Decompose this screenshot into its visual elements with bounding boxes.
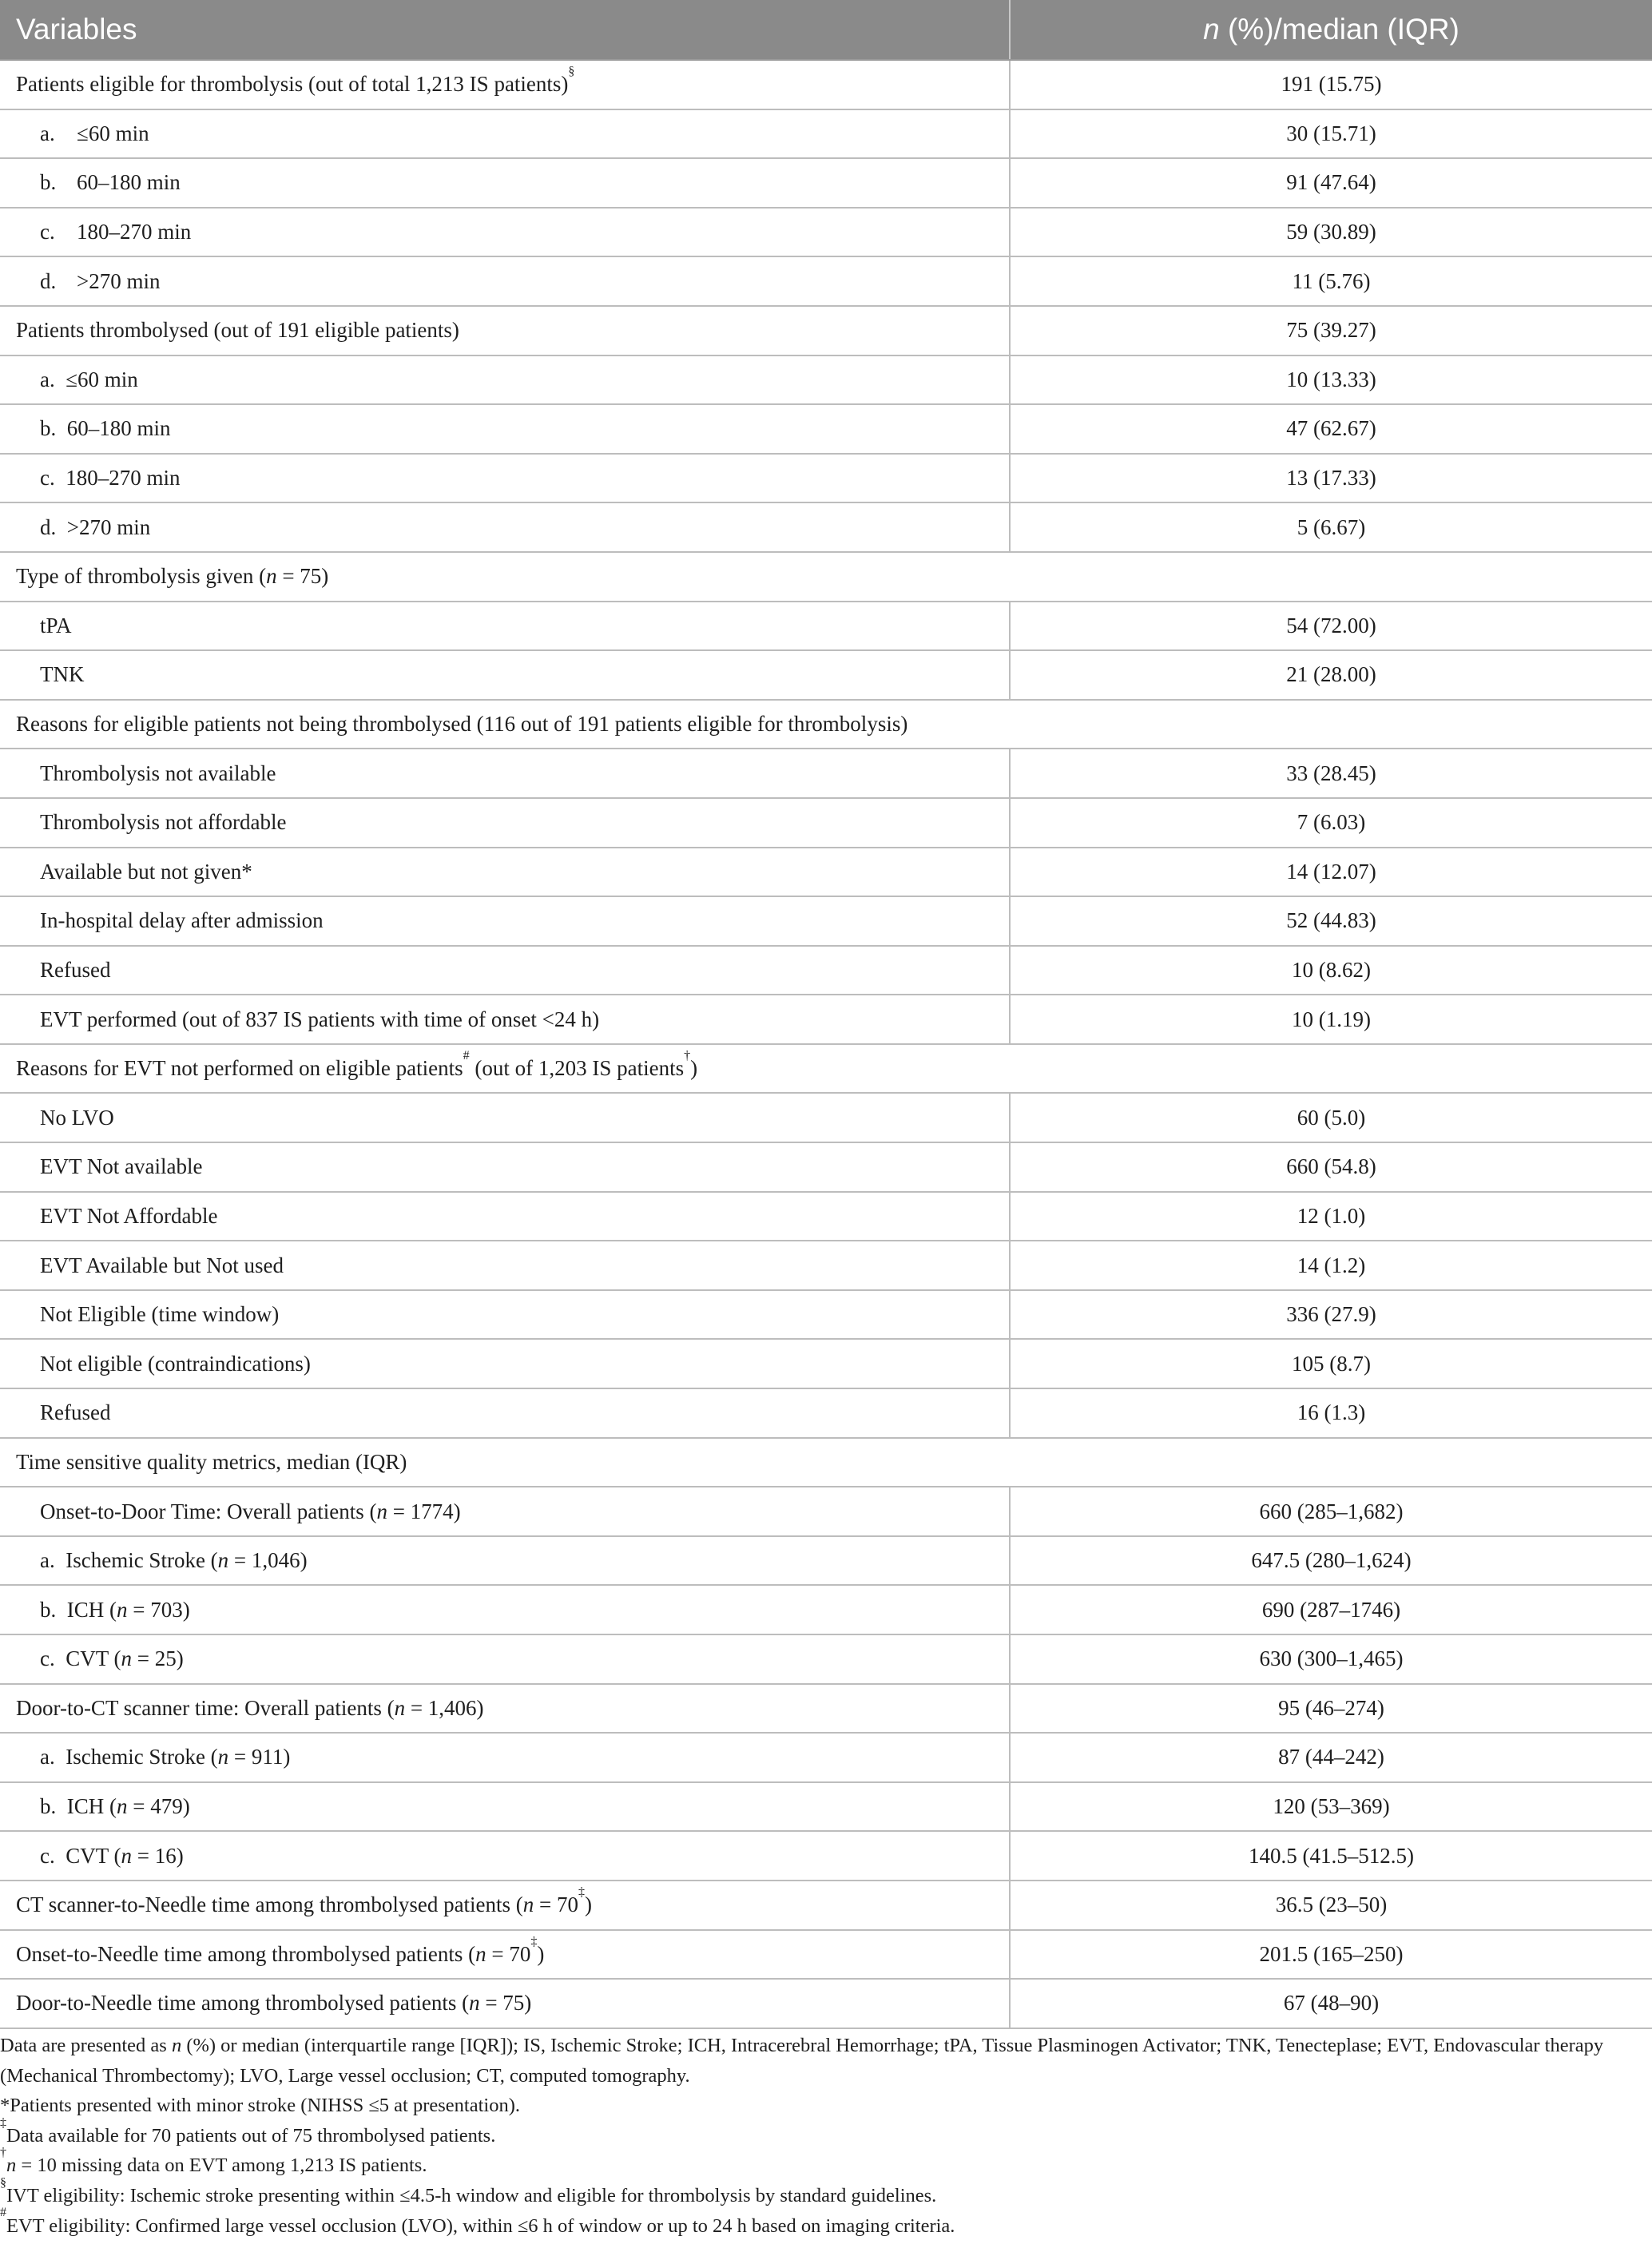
row-label	[0, 1634, 1010, 1684]
list-letter: d.	[40, 268, 57, 293]
row-value: 120 (53–369)	[1010, 1782, 1652, 1832]
table-row	[0, 995, 1652, 1044]
label-text: Door-to-CT scanner time: Overall patients (	[16, 1695, 395, 1720]
table-row	[0, 1388, 1652, 1438]
table-row	[0, 454, 1652, 503]
row-label: b. 60–180 min	[0, 404, 1010, 454]
label-text: = 1774)	[387, 1499, 461, 1523]
table-row	[0, 1585, 1652, 1634]
row-label: In-hospital delay after admission	[0, 896, 1010, 946]
footnote-mark: §	[568, 65, 575, 79]
label-text: 180–270 min	[77, 220, 192, 244]
table-row	[0, 1093, 1652, 1142]
table-row	[0, 256, 1652, 306]
list-letter: a.	[40, 121, 55, 145]
label-text: = 75)	[276, 564, 329, 589]
footnote-mark: #	[0, 2206, 6, 2220]
row-label: EVT Not Affordable	[0, 1192, 1010, 1241]
table-row	[0, 502, 1652, 552]
row-label: No LVO	[0, 1093, 1010, 1142]
section-label	[0, 552, 1652, 602]
table-row	[0, 1634, 1652, 1684]
label-n: n	[121, 1843, 132, 1868]
row-label: TNK	[0, 650, 1010, 700]
table-row	[0, 1831, 1652, 1881]
section-row	[0, 1044, 1652, 1094]
footnote-mark: †	[0, 2146, 6, 2160]
label-text: Patients eligible for thrombolysis (out of total 1,213 IS patients)	[16, 72, 569, 97]
row-label: Not eligible (contraindications)	[0, 1339, 1010, 1388]
row-value: 10 (1.19)	[1010, 995, 1652, 1044]
list-letter: c.	[40, 220, 55, 244]
row-label	[0, 1831, 1010, 1881]
label-text: CT scanner-to-Needle time among thrombolysed patients (	[16, 1893, 523, 1917]
footnote-abbreviations	[0, 2031, 1630, 2091]
label-text: = 703)	[127, 1597, 190, 1622]
label-text: = 911)	[228, 1745, 291, 1769]
row-label: Patients thrombolysed (out of 191 eligible patients)	[0, 306, 1010, 355]
label-n: n	[217, 1745, 229, 1769]
row-value: 647.5 (280–1,624)	[1010, 1536, 1652, 1586]
header-values	[1010, 0, 1652, 60]
row-value: 105 (8.7)	[1010, 1339, 1652, 1388]
row-value: 36.5 (23–50)	[1010, 1881, 1652, 1930]
row-value: 91 (47.64)	[1010, 158, 1652, 208]
section-row	[0, 552, 1652, 602]
table-row	[0, 1979, 1652, 2028]
row-label: Available but not given*	[0, 848, 1010, 897]
row-value: 660 (54.8)	[1010, 1142, 1652, 1192]
row-label: Thrombolysis not affordable	[0, 798, 1010, 848]
note-n: n	[171, 2035, 182, 2056]
label-text: )	[585, 1893, 593, 1917]
row-value: 54 (72.00)	[1010, 602, 1652, 651]
list-letter: b.	[40, 170, 57, 195]
section-label: Time sensitive quality metrics, median (IQR)	[0, 1438, 1652, 1487]
row-value: 10 (13.33)	[1010, 355, 1652, 405]
note-text: (%) or median (interquartile range [IQR]); IS, Ischemic Stroke; ICH, Intracerebral Hemorrhage; tPA, Tissue Plasminogen Activator; TNK, Tenecteplase; EVT, Endovascular therapy (Mechanical Thrombectomy); LVO, Large vessel occlusion; CT, computed tomography.	[0, 2035, 1604, 2087]
row-label: tPA	[0, 602, 1010, 651]
row-label	[0, 1979, 1010, 2028]
label-text: ≤60 min	[77, 121, 149, 145]
label-text: b. ICH (	[40, 1597, 117, 1622]
label-n: n	[121, 1646, 132, 1671]
footnote-dagger	[0, 2146, 1630, 2181]
table-row	[0, 1487, 1652, 1536]
row-label: EVT Available but Not used	[0, 1241, 1010, 1290]
footnote-asterisk: *Patients presented with minor stroke (NIHSS ≤5 at presentation).	[0, 2095, 521, 2117]
row-value: 14 (12.07)	[1010, 848, 1652, 897]
row-value: 11 (5.76)	[1010, 256, 1652, 306]
table-row	[0, 404, 1652, 454]
row-value: 16 (1.3)	[1010, 1388, 1652, 1438]
header-variables: Variables	[0, 0, 1010, 60]
note-text: IVT eligibility: Ischemic stroke presenting within ≤4.5-h window and eligible for thrombolysis by standard guidelines.	[6, 2184, 937, 2206]
row-value: 59 (30.89)	[1010, 208, 1652, 257]
footnote-mark: ‡	[0, 2115, 6, 2130]
row-value: 67 (48–90)	[1010, 1979, 1652, 2028]
table-header	[0, 0, 1652, 60]
table-row	[0, 749, 1652, 798]
label-n: n	[475, 1941, 486, 1966]
label-n: n	[394, 1695, 406, 1720]
footnote-double-dagger	[0, 2115, 1630, 2151]
label-n: n	[217, 1548, 229, 1573]
row-value: 52 (44.83)	[1010, 896, 1652, 946]
note-text: Data available for 70 patients out of 75 thrombolysed patients.	[6, 2124, 496, 2147]
row-label: Refused	[0, 1388, 1010, 1438]
header-n: n	[1203, 13, 1220, 46]
row-value: 191 (15.75)	[1010, 60, 1652, 109]
row-label	[0, 1536, 1010, 1586]
table-row	[0, 355, 1652, 405]
footnote-mark: ‡	[530, 1934, 538, 1948]
table-row	[0, 1290, 1652, 1340]
table-row	[0, 1192, 1652, 1241]
label-n: n	[376, 1499, 387, 1523]
section-label	[0, 1044, 1652, 1094]
label-text: = 75)	[479, 1991, 532, 2016]
label-n: n	[266, 564, 277, 589]
footnote-mark: #	[463, 1049, 470, 1063]
table-row	[0, 1339, 1652, 1388]
label-n: n	[469, 1991, 480, 2016]
table-row	[0, 1142, 1652, 1192]
label-text: Door-to-Needle time among thrombolysed patients (	[16, 1991, 470, 2016]
row-value: 95 (46–274)	[1010, 1684, 1652, 1734]
row-label: EVT Not available	[0, 1142, 1010, 1192]
footnote-mark: ‡	[578, 1885, 586, 1900]
note-text: = 10 missing data on EVT among 1,213 IS patients.	[16, 2155, 427, 2177]
footnote-section	[0, 2175, 1630, 2211]
label-text: a. Ischemic Stroke (	[40, 1745, 218, 1769]
table-row	[0, 602, 1652, 651]
row-value: 75 (39.27)	[1010, 306, 1652, 355]
row-value: 60 (5.0)	[1010, 1093, 1652, 1142]
table-row	[0, 1930, 1652, 1980]
label-n: n	[522, 1893, 534, 1917]
row-value: 12 (1.0)	[1010, 1192, 1652, 1241]
table-row	[0, 60, 1652, 109]
row-value: 690 (287–1746)	[1010, 1585, 1652, 1634]
row-label: Not Eligible (time window)	[0, 1290, 1010, 1340]
row-value: 630 (300–1,465)	[1010, 1634, 1652, 1684]
footnote-mark: §	[0, 2175, 6, 2190]
row-value: 14 (1.2)	[1010, 1241, 1652, 1290]
row-label: d. >270 min	[0, 502, 1010, 552]
row-label	[0, 1684, 1010, 1734]
table-row	[0, 1536, 1652, 1586]
row-label	[0, 1487, 1010, 1536]
note-text: Data are presented as	[0, 2035, 172, 2056]
label-text: )	[537, 1941, 545, 1966]
label-text: = 1,046)	[228, 1548, 308, 1573]
row-value: 140.5 (41.5–512.5)	[1010, 1831, 1652, 1881]
label-text: c. CVT (	[40, 1646, 121, 1671]
label-text: = 25)	[132, 1646, 184, 1671]
table-row	[0, 1684, 1652, 1734]
row-label	[0, 60, 1010, 109]
label-text: Onset-to-Needle time among thrombolysed patients (	[16, 1941, 476, 1966]
note-n: n	[6, 2155, 17, 2177]
table-row	[0, 109, 1652, 159]
section-row	[0, 700, 1652, 749]
label-text: = 479)	[127, 1794, 190, 1819]
label-text: c. CVT (	[40, 1843, 121, 1868]
row-label	[0, 158, 1010, 208]
row-value: 660 (285–1,682)	[1010, 1487, 1652, 1536]
row-value: 87 (44–242)	[1010, 1733, 1652, 1782]
row-label	[0, 256, 1010, 306]
label-text: = 1,406)	[405, 1695, 484, 1720]
label-text: (out of 1,203 IS patients	[469, 1056, 685, 1081]
label-text: = 70	[486, 1941, 531, 1966]
table-row	[0, 896, 1652, 946]
table-row	[0, 848, 1652, 897]
label-text: )	[690, 1056, 698, 1081]
row-value: 7 (6.03)	[1010, 798, 1652, 848]
row-label	[0, 109, 1010, 159]
section-label: Reasons for eligible patients not being thrombolysed (116 out of 191 patients eligible for thrombolysis)	[0, 700, 1652, 749]
row-label	[0, 1881, 1010, 1930]
table-footnotes	[0, 2031, 1630, 2241]
row-value: 201.5 (165–250)	[1010, 1930, 1652, 1980]
table-row	[0, 1881, 1652, 1930]
row-value: 21 (28.00)	[1010, 650, 1652, 700]
label-n: n	[117, 1597, 128, 1622]
row-label	[0, 208, 1010, 257]
label-text: = 16)	[132, 1843, 184, 1868]
row-label: EVT performed (out of 837 IS patients with time of onset <24 h)	[0, 995, 1010, 1044]
row-label: c. 180–270 min	[0, 454, 1010, 503]
row-value: 336 (27.9)	[1010, 1290, 1652, 1340]
row-value: 10 (8.62)	[1010, 946, 1652, 995]
section-row	[0, 1438, 1652, 1487]
label-text: >270 min	[77, 268, 161, 293]
row-value: 33 (28.45)	[1010, 749, 1652, 798]
row-label: Thrombolysis not available	[0, 749, 1010, 798]
row-label	[0, 1585, 1010, 1634]
header-rest: (%)/median (IQR)	[1219, 13, 1459, 46]
label-text: Type of thrombolysis given (	[16, 564, 267, 589]
table-row	[0, 158, 1652, 208]
label-text: a. Ischemic Stroke (	[40, 1548, 218, 1573]
row-value: 13 (17.33)	[1010, 454, 1652, 503]
table-row	[0, 798, 1652, 848]
row-label: Refused	[0, 946, 1010, 995]
row-label	[0, 1733, 1010, 1782]
table-row	[0, 1782, 1652, 1832]
row-value: 47 (62.67)	[1010, 404, 1652, 454]
table-row	[0, 946, 1652, 995]
label-text: = 70	[534, 1893, 579, 1917]
table-row	[0, 306, 1652, 355]
row-value: 30 (15.71)	[1010, 109, 1652, 159]
row-label: a. ≤60 min	[0, 355, 1010, 405]
label-text: Onset-to-Door Time: Overall patients (	[40, 1499, 377, 1523]
label-text: Reasons for EVT not performed on eligible patients	[16, 1056, 463, 1081]
footnote-mark: †	[684, 1049, 691, 1063]
row-label	[0, 1930, 1010, 1980]
row-value: 5 (6.67)	[1010, 502, 1652, 552]
label-text: 60–180 min	[77, 170, 181, 195]
table-row	[0, 1733, 1652, 1782]
table-row	[0, 650, 1652, 700]
label-text: b. ICH (	[40, 1794, 117, 1819]
label-n: n	[117, 1794, 128, 1819]
note-text: EVT eligibility: Confirmed large vessel occlusion (LVO), within ≤6 h of window or up to 24 h based on imaging criteria.	[6, 2214, 955, 2237]
table-row	[0, 208, 1652, 257]
row-label	[0, 1782, 1010, 1832]
footnote-hash	[0, 2206, 1630, 2242]
table-row	[0, 1241, 1652, 1290]
